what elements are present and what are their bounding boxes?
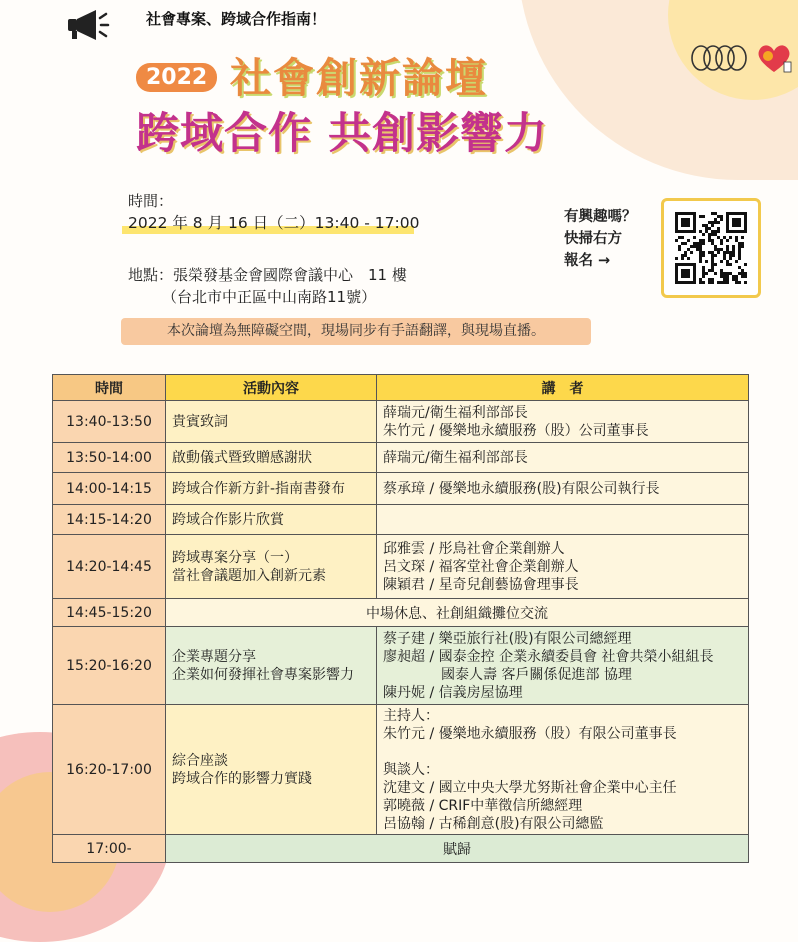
table-row — [53, 443, 749, 473]
table-row — [53, 401, 749, 443]
row-activity: 企業專題分享 企業如何發揮社會專案影響力 — [166, 627, 377, 705]
signup-prompt-line: 有興趣嗎？ — [564, 209, 637, 225]
table-row — [53, 705, 749, 835]
row-speakers: 薛瑞元/衛生福利部部長 朱竹元 / 優樂地永續服務（股）公司董事長 — [377, 401, 749, 443]
header-time: 時間 — [53, 375, 166, 401]
row-time: 16:20-17:00 — [53, 705, 166, 835]
table-row — [53, 835, 749, 863]
row-speakers: 蔡承璋 / 優樂地永續服務(股)有限公司執行長 — [377, 473, 749, 505]
row-activity: 跨域合作影片欣賞 — [166, 505, 377, 535]
row-time: 14:15-14:20 — [53, 505, 166, 535]
signup-prompt — [564, 206, 637, 272]
row-activity: 綜合座談 跨域合作的影響力實踐 — [166, 705, 377, 835]
table-row — [53, 535, 749, 599]
signup-prompt-line: 快掃右方 — [564, 231, 622, 247]
qr-code[interactable] — [661, 198, 761, 298]
row-activity: 跨域合作新方針-指南書發布 — [166, 473, 377, 505]
location-address: （台北市中正區中山南路11號） — [162, 288, 377, 306]
qr-code-icon — [675, 212, 747, 284]
row-speakers: 主持人： 朱竹元 / 優樂地永續服務（股）有限公司董事長 與談人： 沈建文 / 國立中央大學尤努斯社會企業中心主任 郭曉薇 / CRIF中華徵信所總經理 呂協翰 / 古稀創意(股)有限公司總監 — [377, 705, 749, 835]
row-speakers: 薛瑞元/衛生福利部部長 — [377, 443, 749, 473]
megaphone-icon — [66, 8, 110, 42]
row-time: 13:50-14:00 — [53, 443, 166, 473]
table-row — [53, 599, 749, 627]
row-time: 17:00- — [53, 835, 166, 863]
heart-logo — [756, 42, 792, 74]
table-row — [53, 627, 749, 705]
tagline: 社會專案、跨域合作指南！ — [146, 10, 327, 28]
table-header-row — [53, 375, 749, 401]
header-activity: 活動內容 — [166, 375, 377, 401]
row-speakers: 蔡子建 / 樂亞旅行社(股)有限公司總經理 廖昶超 / 國泰金控 企業永續委員會 社會共榮小組組長 國泰人壽 客戶關係促進部 協理 陳丹妮 / 信義房屋協理 — [377, 627, 749, 705]
header-speakers: 講 者 — [377, 375, 749, 401]
event-time: 2022 年 8 月 16 日（二）13:40 - 17:00 — [128, 214, 420, 232]
row-time: 13:40-13:50 — [53, 401, 166, 443]
table-row — [53, 505, 749, 535]
page-subtitle: 跨域合作 共創影響力 — [136, 109, 548, 159]
signup-prompt-line: 報名 → — [564, 253, 611, 269]
row-time: 15:20-16:20 — [53, 627, 166, 705]
row-speakers: 邱雅雲 / 彤鳥社會企業創辦人 呂文琛 / 福客堂社會企業創辦人 陳穎君 / 星奇兒創藝協會理事長 — [377, 535, 749, 599]
location: 地點：張榮發基金會國際會議中心 11 樓 — [128, 266, 407, 284]
row-time: 14:45-15:20 — [53, 599, 166, 627]
row-break: 中場休息、社創組織攤位交流 — [166, 599, 749, 627]
table-row — [53, 473, 749, 505]
row-speakers — [377, 505, 749, 535]
row-time: 14:00-14:15 — [53, 473, 166, 505]
schedule-table — [52, 374, 749, 863]
time-label: 時間： — [128, 192, 174, 210]
page-title: 社會創新論壇 — [230, 54, 488, 102]
year-badge: 2022 — [136, 63, 217, 92]
rings-logo — [690, 43, 748, 73]
accessibility-notice: 本次論壇為無障礙空間，現場同步有手語翻譯，與現場直播。 — [121, 318, 591, 345]
row-end: 賦歸 — [166, 835, 749, 863]
row-activity: 貴賓致詞 — [166, 401, 377, 443]
row-activity: 跨域專案分享（一） 當社會議題加入創新元素 — [166, 535, 377, 599]
row-activity: 啟動儀式暨致贈感謝狀 — [166, 443, 377, 473]
row-time: 14:20-14:45 — [53, 535, 166, 599]
